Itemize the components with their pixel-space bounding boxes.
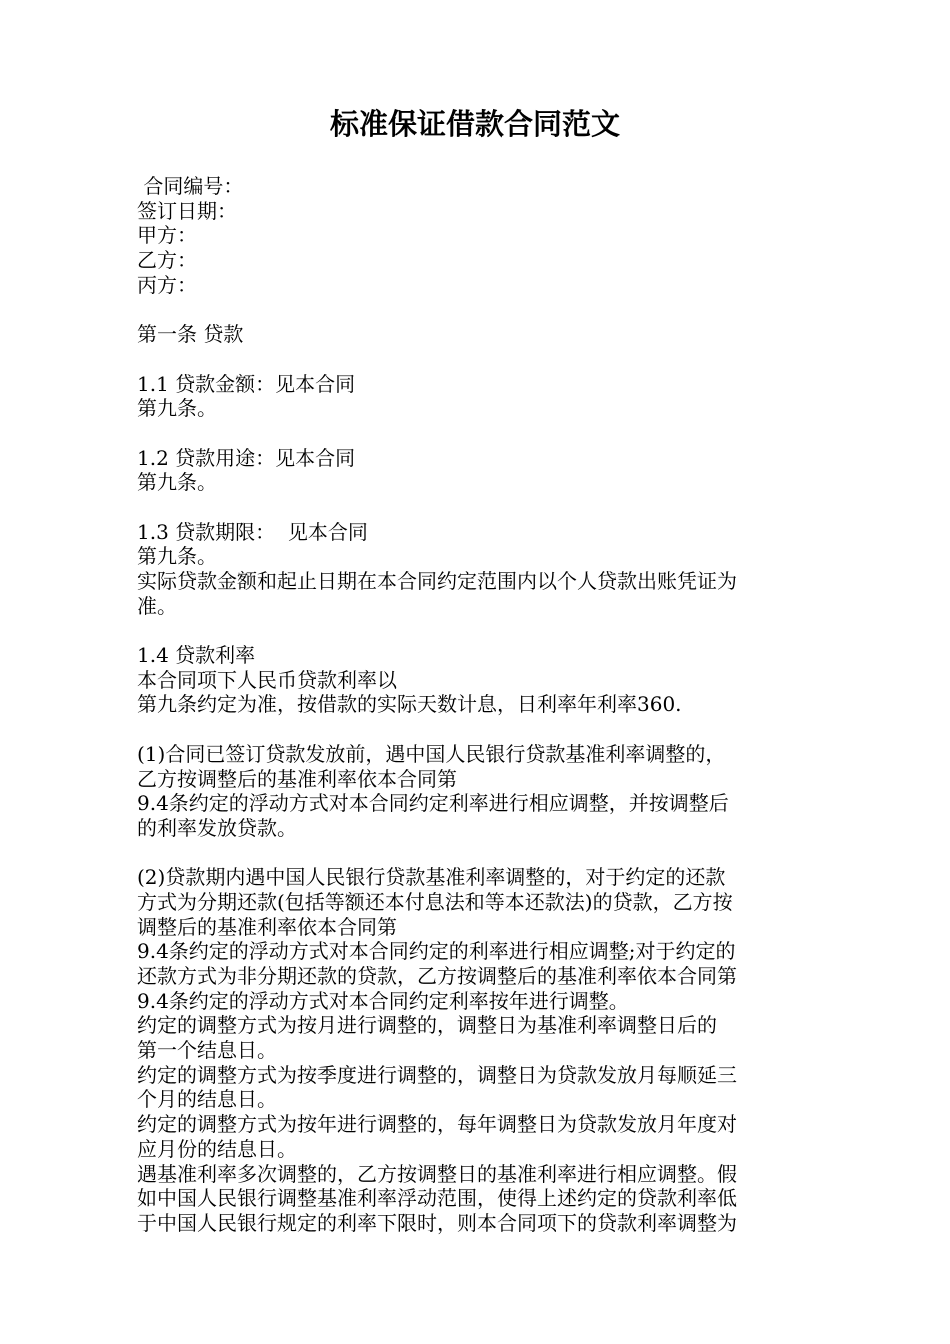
spacer — [137, 618, 827, 643]
contract-number-field: 合同编号： — [137, 174, 244, 198]
paragraph-line: 9.4条约定的浮动方式对本合同约定利率按年进行调整。 — [137, 988, 629, 1013]
paragraph-line: 个月的结息日。 — [137, 1087, 277, 1112]
paragraph-line: 实际贷款金额和起止日期在本合同约定范围内以个人贷款出账凭证为 — [137, 569, 737, 593]
spacer — [137, 841, 827, 866]
article-heading: 第一条 贷款 — [137, 322, 244, 347]
paragraph-line: 第九条。 — [137, 470, 217, 495]
clause-2 — [137, 865, 827, 1235]
clause-1 — [137, 742, 827, 841]
document-body — [137, 174, 827, 1236]
paragraph-line: (1)合同已签订贷款发放前，遇中国人民银行贷款基准利率调整的， — [137, 741, 726, 766]
paragraph-line: 准。 — [137, 593, 177, 618]
party-b-field: 乙方： — [137, 248, 197, 273]
paragraph-line: 乙方按调整后的基准利率依本合同第 — [137, 766, 457, 791]
party-a-field: 甲方： — [137, 223, 197, 248]
spacer — [137, 495, 827, 520]
paragraph-line: 第九条。 — [137, 544, 217, 569]
party-c-field: 丙方： — [137, 272, 197, 297]
spacer — [137, 717, 827, 742]
spacer — [137, 421, 827, 446]
paragraph-line: 本合同项下人民币贷款利率以 — [137, 667, 397, 692]
paragraph-line: 9.4条约定的浮动方式对本合同约定利率进行相应调整，并按调整后 — [137, 791, 729, 816]
section-1-4 — [137, 643, 827, 717]
paragraph-line: 第一个结息日。 — [137, 1038, 277, 1063]
paragraph-line: 1.2 贷款用途：见本合同 — [137, 445, 356, 470]
section-1-2 — [137, 446, 827, 495]
paragraph-line: 9.4条约定的浮动方式对本合同约定的利率进行相应调整;对于约定的 — [137, 939, 736, 964]
paragraph-line: 调整后的基准利率依本合同第 — [137, 914, 397, 939]
header-fields — [137, 174, 827, 297]
paragraph-line: 如中国人民银行调整基准利率浮动范围，使得上述约定的贷款利率低 — [137, 1186, 737, 1211]
paragraph-line: 1.4 贷款利率 — [137, 643, 256, 668]
signing-date-field: 签订日期： — [137, 198, 237, 223]
section-1-1 — [137, 372, 827, 421]
spacer — [137, 347, 827, 372]
paragraph-line: (2)贷款期内遇中国人民银行贷款基准利率调整的，对于约定的还款 — [137, 865, 726, 890]
paragraph-line: 应月份的结息日。 — [137, 1136, 297, 1161]
paragraph-line: 1.3 贷款期限： 见本合同 — [137, 519, 368, 544]
paragraph-line: 约定的调整方式为按月进行调整的，调整日为基准利率调整日后的 — [137, 1013, 717, 1038]
paragraph-line: 的利率发放贷款。 — [137, 815, 297, 840]
paragraph-line: 还款方式为非分期还款的贷款，乙方按调整后的基准利率依本合同第 — [137, 964, 737, 988]
section-1-3 — [137, 520, 827, 619]
paragraph-line: 约定的调整方式为按年进行调整的，每年调整日为贷款发放月年度对 — [137, 1112, 737, 1137]
paragraph-line: 遇基准利率多次调整的，乙方按调整日的基准利率进行相应调整。假 — [137, 1161, 737, 1186]
paragraph-line: 第九条。 — [137, 396, 217, 421]
paragraph-line: 1.1 贷款金额：见本合同 — [137, 371, 356, 396]
paragraph-line: 第九条约定为准，按借款的实际天数计息，日利率年利率360. — [137, 692, 682, 717]
paragraph-line: 方式为分期还款(包括等额还本付息法和等本还款法)的贷款，乙方按 — [137, 889, 733, 914]
paragraph-line: 约定的调整方式为按季度进行调整的，调整日为贷款发放月每顺延三 — [137, 1062, 737, 1087]
document-title: 标准保证借款合同范文 — [329, 107, 620, 141]
paragraph-line: 于中国人民银行规定的利率下限时，则本合同项下的贷款利率调整为 — [137, 1210, 737, 1235]
spacer — [137, 297, 827, 322]
